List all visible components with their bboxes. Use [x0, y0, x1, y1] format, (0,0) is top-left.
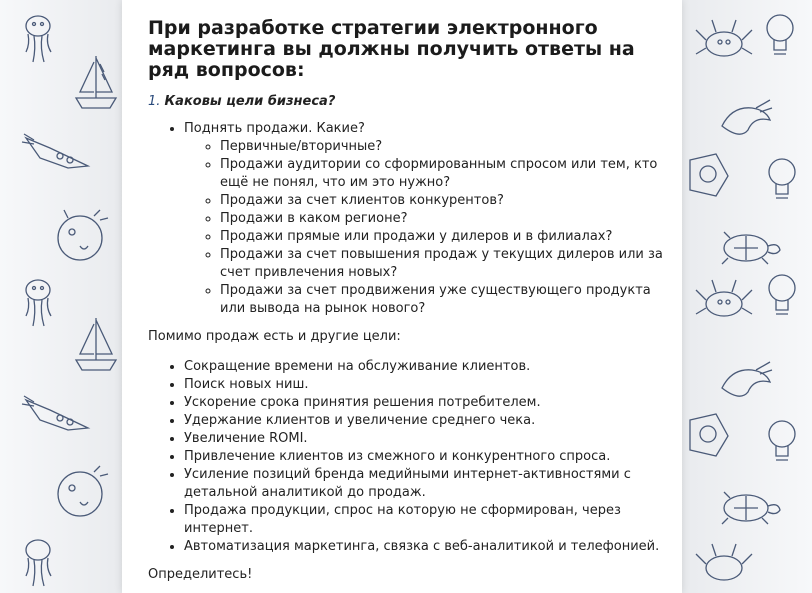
closing-text: Определитесь! — [148, 567, 253, 582]
rocket-icon — [20, 128, 96, 176]
other-goals-intro: Помимо продаж есть и другие цели: — [148, 329, 401, 344]
other-goals-list — [148, 358, 668, 556]
pufferfish-icon — [54, 206, 110, 266]
list-item: ◦ Продажи за счет продвижения уже существующего продукта или вывода на рынок нового? — [220, 282, 668, 318]
list-item: • Поиск новых ниш. — [184, 376, 668, 394]
list-item: • Автоматизация маркетинга, связка с веб-аналитикой и телефонией. — [184, 538, 668, 556]
question-text: Каковы цели бизнеса? — [164, 94, 336, 109]
crab-icon — [692, 538, 756, 590]
article-content — [122, 0, 682, 593]
sailboat-icon — [74, 52, 118, 112]
rocket-icon — [20, 390, 96, 438]
lightbulb-icon — [760, 10, 800, 62]
article-heading: При разработке стратегии электронного маркетинга вы должны получить ответы на ряд вопросов: — [148, 17, 635, 81]
list-item: ◦ Продажи за счет клиентов конкурентов? — [220, 192, 668, 210]
diving-helmet-icon — [686, 410, 732, 460]
jellyfish-icon — [18, 536, 58, 592]
lightbulb-icon — [762, 416, 802, 468]
list-item: • Продажа продукции, спрос на которую не сформирован, через интернет. — [184, 502, 668, 538]
crab-icon — [692, 14, 756, 66]
shrimp-icon — [716, 96, 776, 144]
right-background-pattern — [682, 0, 812, 593]
list-item: • Сокращение времени на обслуживание клиентов. — [184, 358, 668, 376]
list-item — [184, 120, 668, 318]
question-number: 1. — [148, 94, 161, 109]
lightbulb-icon — [762, 270, 802, 322]
question-line — [148, 93, 668, 110]
list-item: ◦ Первичные/вторичные? — [220, 138, 668, 156]
sales-list — [148, 120, 668, 318]
list-item: • Усиление позиций бренда медийными интернет-активностями с детальной аналитикой до продаж. — [184, 466, 668, 502]
turtle-icon — [712, 486, 782, 528]
pufferfish-icon — [54, 462, 110, 522]
sailboat-icon — [74, 314, 118, 374]
sales-label: Поднять продажи. Какие? — [184, 121, 365, 136]
list-item: • Увеличение ROMI. — [184, 430, 668, 448]
list-item: • Ускорение срока принятия решения потребителем. — [184, 394, 668, 412]
jellyfish-icon — [18, 12, 58, 72]
list-item: • Удержание клиентов и увеличение среднего чека. — [184, 412, 668, 430]
crab-icon — [692, 274, 756, 326]
sales-sublist — [184, 138, 668, 318]
left-background-pattern — [0, 0, 122, 593]
turtle-icon — [712, 226, 782, 268]
shrimp-icon — [716, 358, 776, 406]
list-item: ◦ Продажи прямые или продажи у дилеров и в филиалах? — [220, 228, 668, 246]
diving-helmet-icon — [686, 150, 732, 200]
list-item: ◦ Продажи в каком регионе? — [220, 210, 668, 228]
list-item: ◦ Продажи за счет повышения продаж у текущих дилеров или за счет привлечения новых? — [220, 246, 668, 282]
jellyfish-icon — [18, 276, 58, 336]
list-item: ◦ Продажи аудитории со сформированным спросом или тем, кто ещё не понял, что им это нужно? — [220, 156, 668, 192]
lightbulb-icon — [762, 154, 802, 206]
list-item: • Привлечение клиентов из смежного и конкурентного спроса. — [184, 448, 668, 466]
